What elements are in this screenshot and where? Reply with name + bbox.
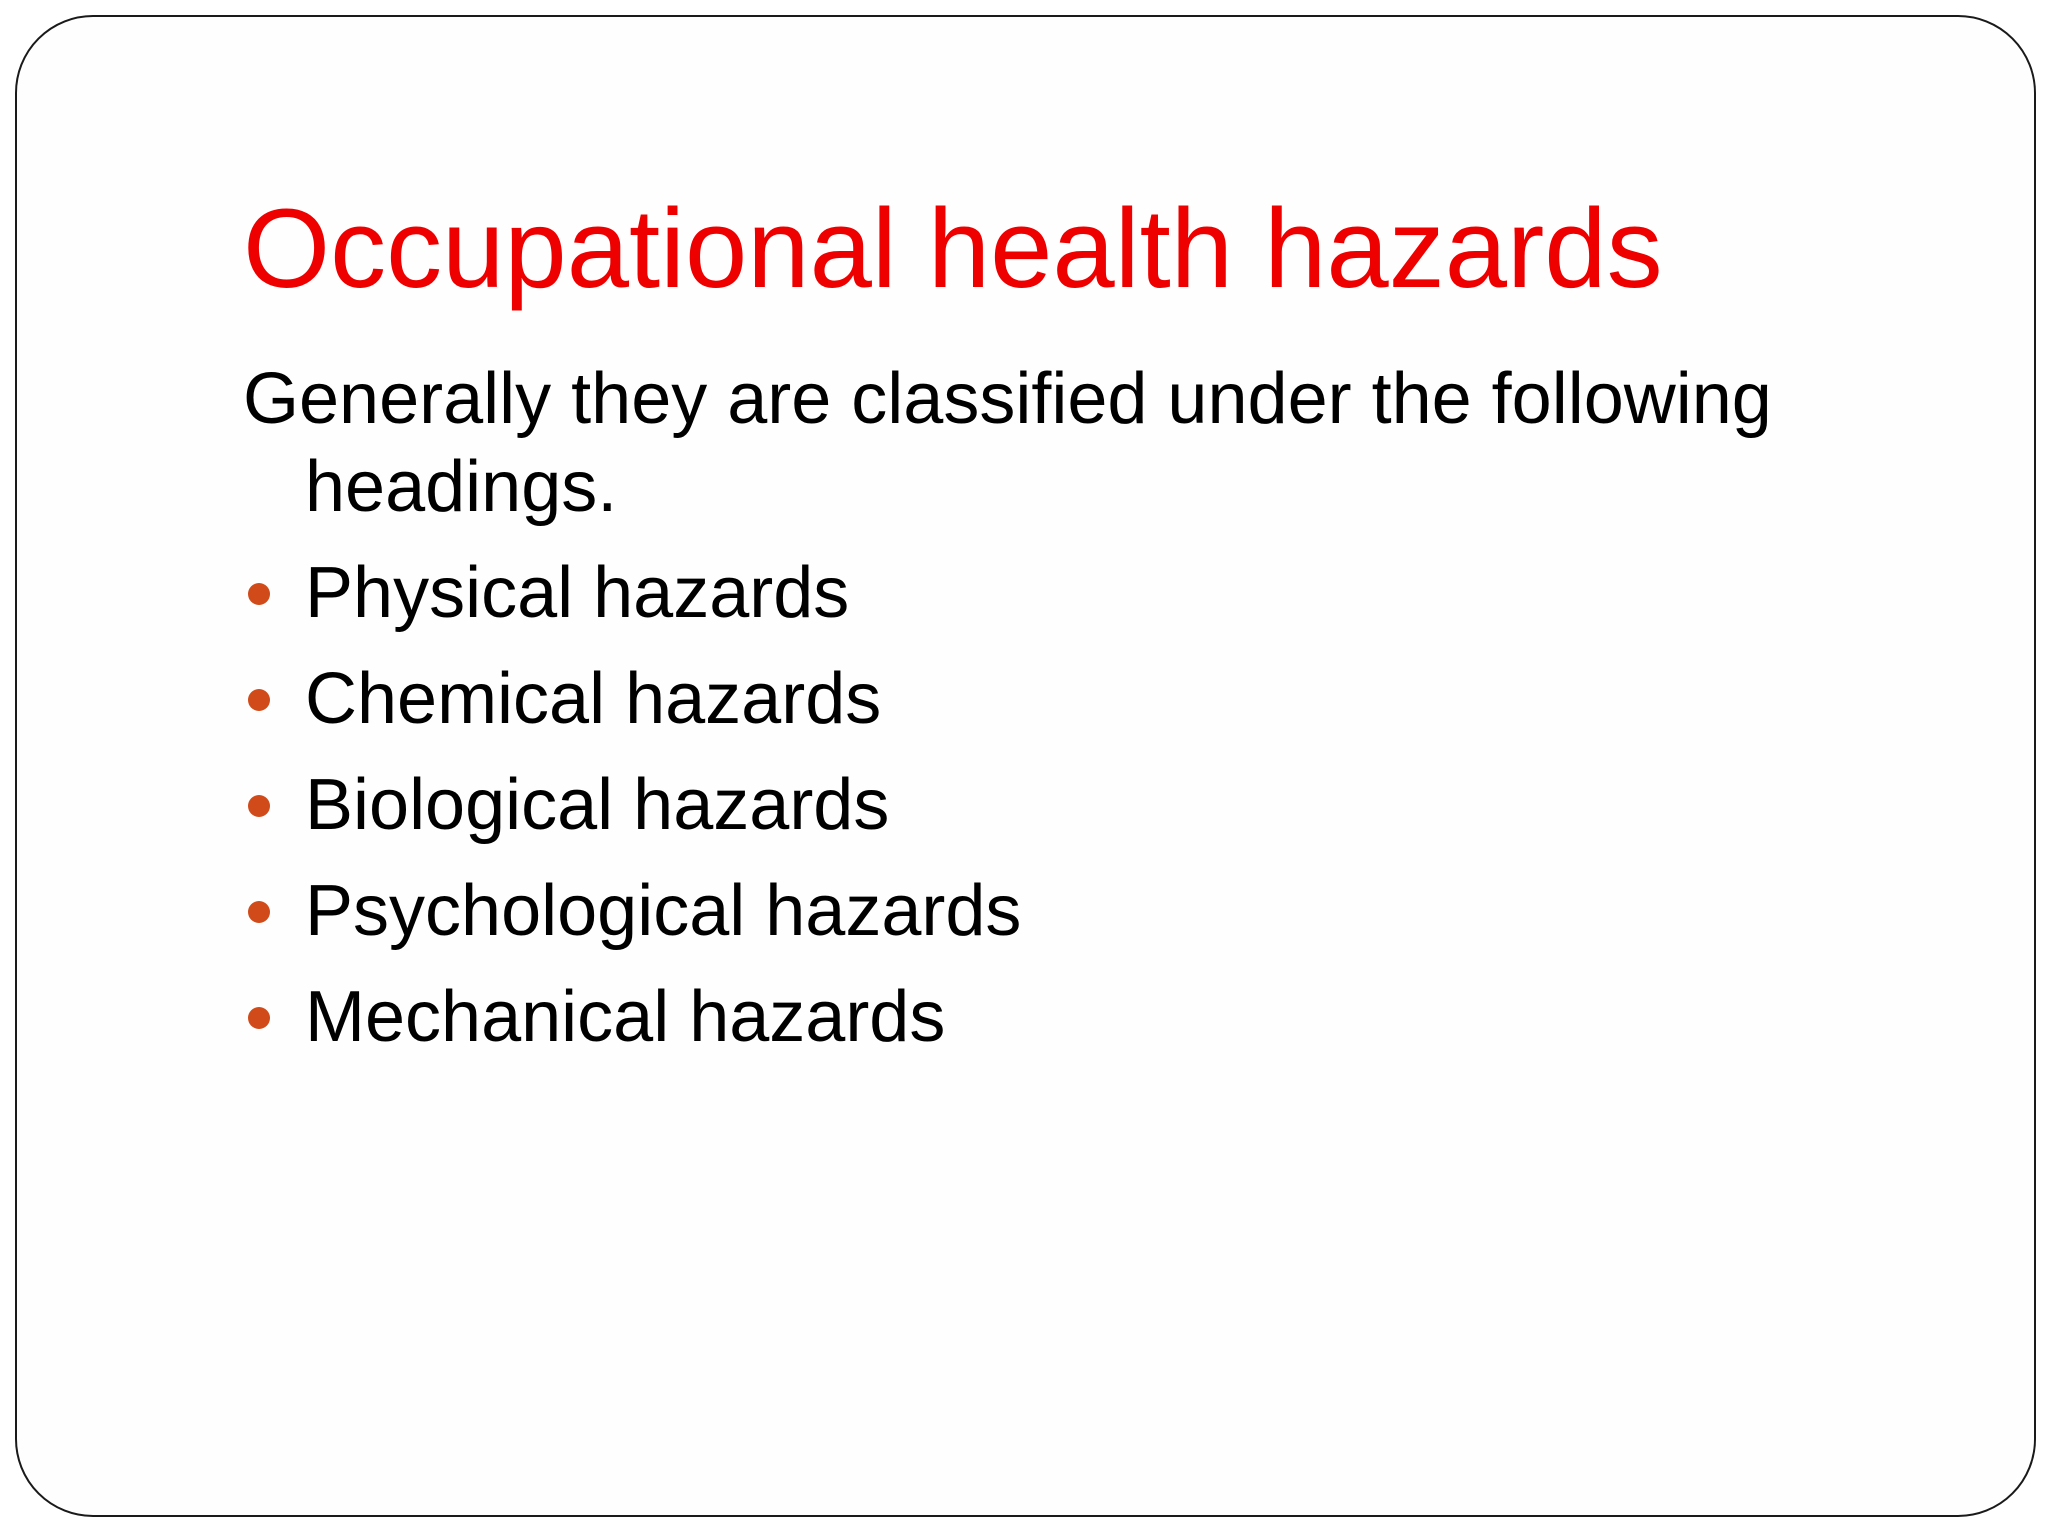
- bullet-dot-icon: [248, 901, 270, 923]
- list-item-mechanical: [243, 973, 1893, 1079]
- slide-body: [243, 355, 1893, 1079]
- bullet-dot-icon: [248, 689, 270, 711]
- bullet-dot-icon: [248, 795, 270, 817]
- list-item-label: Biological hazards: [305, 765, 890, 845]
- list-item-label: Psychological hazards: [305, 871, 1022, 951]
- bullet-dot-icon: [248, 1007, 270, 1029]
- list-item-biological: [243, 761, 1893, 867]
- slide-title: Occupational health hazards: [243, 186, 1663, 311]
- list-item-label: Mechanical hazards: [305, 977, 946, 1057]
- list-item-label: Chemical hazards: [305, 659, 882, 739]
- list-item-chemical: [243, 655, 1893, 761]
- list-item-physical: [243, 549, 1893, 655]
- bullet-dot-icon: [248, 583, 270, 605]
- list-item-label: Physical hazards: [305, 553, 850, 633]
- intro-text: Generally they are classified under the following headings.: [243, 359, 1772, 527]
- hazard-list: [243, 549, 1893, 1079]
- slide-frame: [15, 15, 2036, 1517]
- list-item-psychological: [243, 867, 1893, 973]
